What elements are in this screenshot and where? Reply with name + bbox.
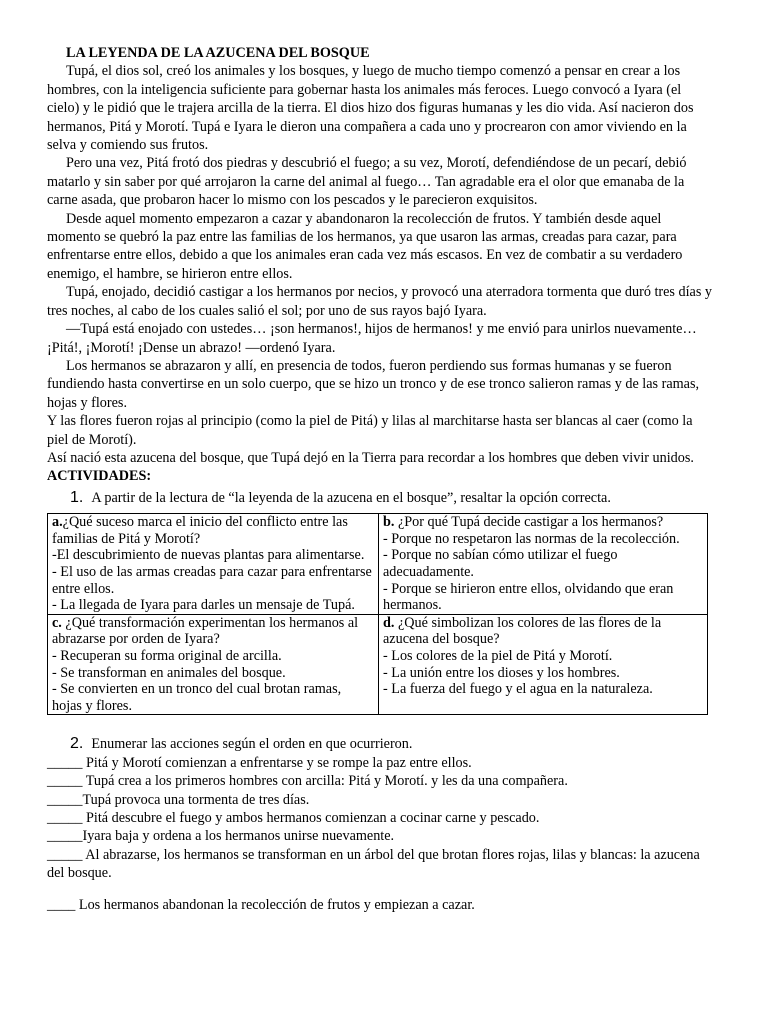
question-label: d. bbox=[383, 614, 395, 631]
story-paragraph: Desde aquel momento empezaron a cazar y abandonaron la recolección de frutos. Y también desde aquel momento se quebró la paz entre las familias de los hermanos, ya que usaron las armas, creadas para cazar, para enfrentarse entre ellos, debido a que los animales eran cada vez más escasos. En vez de combatir a su verdadero enemigo, el hambre, se hirieron entre ellos. bbox=[47, 210, 683, 282]
ordering-item[interactable]: _____ Pitá descubre el fuego y ambos hermanos comienzan a cocinar carne y pescado. bbox=[47, 809, 540, 826]
table-row bbox=[48, 614, 708, 715]
activities-heading: ACTIVIDADES: bbox=[47, 468, 152, 485]
ordering-item[interactable]: _____Tupá provoca una tormenta de tres días. bbox=[47, 791, 310, 808]
ordering-item[interactable]: _____ Pitá y Morotí comienzan a enfrentarse y se rompe la paz entre ellos. bbox=[47, 754, 472, 771]
question-b bbox=[383, 514, 703, 531]
option-c1[interactable]: - Recuperan su forma original de arcilla. bbox=[52, 647, 282, 664]
story-paragraph: Tupá, el dios sol, creó los animales y los bosques, y luego de mucho tiempo comenzó a pensar en crear a los hombres, con la inteligencia suficiente para gobernar hasta los animales más feroces. Luego convocó a Iyara (el cielo) y le pidió que le trajera arcilla de la tierra. El dios hizo dos figuras humanas y les dio vida. Así nacieron dos hermanos, Pitá y Morotí. Tupá e Iyara le dieron una compañera a cada uno y procrearon con amor viviendo en la selva y comiendo sus frutos. bbox=[47, 63, 694, 154]
story-paragraph: Así nació esta azucena del bosque, que Tupá dejó en la Tierra para recordar a los hombres que deben vivir unidos. bbox=[47, 449, 694, 466]
option-a3[interactable]: - La llegada de Iyara para darles un mensaje de Tupá. bbox=[52, 597, 355, 614]
ordering-item[interactable]: _____ Al abrazarse, los hermanos se transforman en un árbol del que brotan flores rojas, lilas y blancas: la azucena del bosque. bbox=[47, 846, 700, 882]
questions-table bbox=[47, 513, 708, 715]
story-paragraph: Tupá, enojado, decidió castigar a los hermanos por necios, y provocó una aterradora tormenta que duró tres días y tres noches, al cabo de los cuales salió el sol; por uno de sus rayos bajó Iyara. bbox=[47, 284, 712, 319]
ordering-item[interactable]: _____ Tupá crea a los primeros hombres con arcilla: Pitá y Morotí. y les da una compañera. bbox=[47, 773, 568, 790]
option-c2[interactable]: - Se transforman en animales del bosque. bbox=[52, 664, 286, 681]
option-c3[interactable]: - Se convierten en un tronco del cual brotan ramas, hojas y flores. bbox=[52, 681, 342, 714]
document-title: LA LEYENDA DE LA AZUCENA DEL BOSQUE bbox=[66, 45, 370, 61]
question-label: c. bbox=[52, 614, 62, 631]
question-text: ¿Qué transformación experimentan los hermanos al abrazarse por orden de Iyara? bbox=[52, 614, 359, 648]
question-text: ¿Qué suceso marca el inicio del conflicto entre las familias de Pitá y Morotí? bbox=[52, 514, 348, 547]
option-d2[interactable]: - La unión entre los dioses y los hombres. bbox=[383, 664, 620, 681]
activity-2-text: Enumerar las acciones según el orden en que ocurrieron. bbox=[91, 736, 413, 753]
option-b2[interactable]: - Porque no sabían cómo utilizar el fuego adecuadamente. bbox=[383, 547, 618, 580]
document-page bbox=[47, 44, 717, 914]
question-text: ¿Por qué Tupá decide castigar a los hermanos? bbox=[394, 514, 664, 531]
activity-1-instruction bbox=[47, 489, 717, 507]
story-text bbox=[47, 62, 717, 467]
question-cell-d bbox=[379, 614, 708, 715]
activity-1-text: A partir de la lectura de “la leyenda de la azucena en el bosque”, resaltar la opción correcta. bbox=[91, 489, 611, 506]
option-d3[interactable]: - La fuerza del fuego y el agua en la naturaleza. bbox=[383, 681, 653, 698]
question-cell-c bbox=[48, 614, 379, 715]
table-row bbox=[48, 514, 708, 615]
story-paragraph: —Tupá está enojado con ustedes… ¡son hermanos!, hijos de hermanos! y me envió para unirlos nuevamente… ¡Pitá!, ¡Morotí! ¡Dense un abrazo! —ordenó Iyara. bbox=[47, 321, 697, 356]
story-paragraph: Y las flores fueron rojas al principio (como la piel de Pitá) y lilas al marchitarse hasta ser blancas al caer (como la piel de Morotí). bbox=[47, 413, 693, 448]
option-d1[interactable]: - Los colores de la piel de Pitá y Morotí. bbox=[383, 647, 613, 664]
question-a bbox=[52, 514, 374, 547]
question-c bbox=[52, 615, 374, 648]
question-d bbox=[383, 615, 703, 648]
ordering-list bbox=[47, 754, 717, 914]
option-a1[interactable]: -El descubrimiento de nuevas plantas para alimentarse. bbox=[52, 547, 365, 564]
activity-2-instruction bbox=[47, 735, 717, 753]
ordering-item[interactable]: ____ Los hermanos abandonan la recolección de frutos y empiezan a cazar. bbox=[47, 896, 475, 913]
question-label: a. bbox=[52, 514, 63, 531]
activity-1-number: 1. bbox=[70, 488, 84, 506]
question-cell-b bbox=[379, 514, 708, 615]
option-a2[interactable]: - El uso de las armas creadas para cazar para enfrentarse entre ellos. bbox=[52, 563, 372, 597]
question-cell-a bbox=[48, 514, 379, 615]
story-paragraph: Los hermanos se abrazaron y allí, en presencia de todos, fueron perdiendo sus formas humanas y se fueron fundiendo hasta convertirse en un solo cuerpo, que se hizo un tronco y de ese tronco salieron ramas y de las ramas, hojas y flores. bbox=[47, 357, 700, 411]
ordering-item[interactable]: _____Iyara baja y ordena a los hermanos unirse nuevamente. bbox=[47, 828, 395, 845]
story-paragraph: Pero una vez, Pitá frotó dos piedras y descubrió el fuego; a su vez, Morotí, defendiéndose de un pecarí, debió matarlo y sin saber por qué arrojaron la carne del animal al fuego… Tan agradable era el olor que emanaba de la carne asada, que probaron hacer lo mismo con los pescados y le parecieron exquisitos. bbox=[47, 155, 687, 209]
option-b1[interactable]: - Porque no respetaron las normas de la recolección. bbox=[383, 530, 680, 547]
question-text: ¿Qué simbolizan los colores de las flores de la azucena del bosque? bbox=[383, 614, 662, 648]
question-label: b. bbox=[383, 514, 395, 531]
activity-2-number: 2. bbox=[70, 735, 84, 753]
option-b3[interactable]: - Porque se hirieron entre ellos, olvidando que eran hermanos. bbox=[383, 580, 674, 614]
